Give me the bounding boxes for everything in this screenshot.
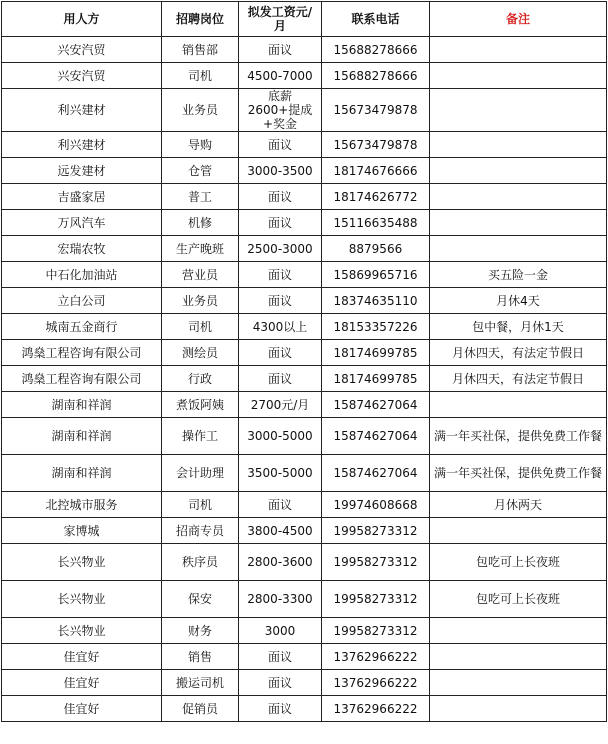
cell-employer: 佳宜好 <box>2 644 162 670</box>
cell-phone: 15874627064 <box>322 418 430 455</box>
table-row <box>2 89 607 132</box>
header-employer: 用人方 <box>2 2 162 37</box>
header-row <box>2 2 607 37</box>
cell-position: 秩序员 <box>162 544 239 581</box>
cell-salary: 4300以上 <box>239 314 322 340</box>
cell-position: 普工 <box>162 184 239 210</box>
cell-salary: 面议 <box>239 262 322 288</box>
cell-phone: 15874627064 <box>322 455 430 492</box>
cell-employer: 湖南和祥润 <box>2 418 162 455</box>
table-row <box>2 418 607 455</box>
cell-employer: 湖南和祥润 <box>2 392 162 418</box>
header-position: 招聘岗位 <box>162 2 239 37</box>
cell-note: 包中餐，月休1天 <box>430 314 607 340</box>
cell-note <box>430 63 607 89</box>
cell-salary: 4500-7000 <box>239 63 322 89</box>
cell-note <box>430 37 607 63</box>
cell-phone: 18174676666 <box>322 158 430 184</box>
cell-salary: 2500-3000 <box>239 236 322 262</box>
cell-position: 招商专员 <box>162 518 239 544</box>
cell-note <box>430 89 607 132</box>
cell-note: 月休四天，有法定节假日 <box>430 340 607 366</box>
cell-note: 月休4天 <box>430 288 607 314</box>
cell-salary: 面议 <box>239 340 322 366</box>
cell-salary: 面议 <box>239 670 322 696</box>
cell-phone: 18174699785 <box>322 366 430 392</box>
cell-employer: 鸿燊工程咨询有限公司 <box>2 340 162 366</box>
table-row <box>2 184 607 210</box>
cell-employer: 吉盛家居 <box>2 184 162 210</box>
cell-phone: 19958273312 <box>322 618 430 644</box>
cell-phone: 15116635488 <box>322 210 430 236</box>
cell-phone: 15869965716 <box>322 262 430 288</box>
table-row <box>2 288 607 314</box>
table-row <box>2 158 607 184</box>
cell-salary: 面议 <box>239 644 322 670</box>
table-row <box>2 340 607 366</box>
cell-position: 财务 <box>162 618 239 644</box>
cell-note <box>430 158 607 184</box>
table-row <box>2 63 607 89</box>
cell-employer: 鸿燊工程咨询有限公司 <box>2 366 162 392</box>
cell-salary: 3000-3500 <box>239 158 322 184</box>
cell-position: 业务员 <box>162 89 239 132</box>
header-note: 备注 <box>430 2 607 37</box>
cell-employer: 家博城 <box>2 518 162 544</box>
cell-employer: 湖南和祥润 <box>2 455 162 492</box>
cell-note <box>430 644 607 670</box>
table-row <box>2 37 607 63</box>
cell-salary: 面议 <box>239 37 322 63</box>
cell-employer: 立白公司 <box>2 288 162 314</box>
cell-position: 销售 <box>162 644 239 670</box>
cell-position: 煮饭阿姨 <box>162 392 239 418</box>
cell-employer: 城南五金商行 <box>2 314 162 340</box>
cell-note: 满一年买社保，提供免费工作餐 <box>430 418 607 455</box>
cell-salary: 面议 <box>239 132 322 158</box>
cell-position: 操作工 <box>162 418 239 455</box>
table-row <box>2 696 607 722</box>
cell-note: 包吃可上长夜班 <box>430 544 607 581</box>
cell-salary: 面议 <box>239 288 322 314</box>
cell-employer: 利兴建材 <box>2 132 162 158</box>
header-phone: 联系电话 <box>322 2 430 37</box>
cell-phone: 18174626772 <box>322 184 430 210</box>
cell-phone: 15673479878 <box>322 89 430 132</box>
table-row <box>2 210 607 236</box>
cell-phone: 19958273312 <box>322 581 430 618</box>
cell-note: 买五险一金 <box>430 262 607 288</box>
job-listing-table <box>1 1 607 722</box>
table-row <box>2 455 607 492</box>
cell-salary: 面议 <box>239 210 322 236</box>
cell-position: 仓管 <box>162 158 239 184</box>
cell-note <box>430 518 607 544</box>
cell-position: 司机 <box>162 492 239 518</box>
cell-phone: 19958273312 <box>322 544 430 581</box>
cell-phone: 18153357226 <box>322 314 430 340</box>
cell-phone: 15688278666 <box>322 63 430 89</box>
table-row <box>2 366 607 392</box>
table-row <box>2 581 607 618</box>
table-row <box>2 618 607 644</box>
header-salary: 拟发工资元/月 <box>239 2 322 37</box>
table-row <box>2 518 607 544</box>
cell-employer: 长兴物业 <box>2 544 162 581</box>
cell-salary: 面议 <box>239 696 322 722</box>
cell-position: 会计助理 <box>162 455 239 492</box>
cell-employer: 中石化加油站 <box>2 262 162 288</box>
cell-position: 测绘员 <box>162 340 239 366</box>
cell-salary: 3000-5000 <box>239 418 322 455</box>
cell-position: 业务员 <box>162 288 239 314</box>
cell-position: 搬运司机 <box>162 670 239 696</box>
cell-employer: 兴安汽贸 <box>2 37 162 63</box>
cell-note <box>430 618 607 644</box>
cell-note: 满一年买社保，提供免费工作餐 <box>430 455 607 492</box>
cell-salary: 2800-3600 <box>239 544 322 581</box>
cell-salary: 面议 <box>239 366 322 392</box>
table-row <box>2 262 607 288</box>
cell-phone: 8879566 <box>322 236 430 262</box>
cell-phone: 15673479878 <box>322 132 430 158</box>
cell-position: 行政 <box>162 366 239 392</box>
cell-salary: 面议 <box>239 184 322 210</box>
cell-employer: 长兴物业 <box>2 618 162 644</box>
cell-employer: 远发建材 <box>2 158 162 184</box>
cell-salary: 面议 <box>239 492 322 518</box>
cell-phone: 13762966222 <box>322 670 430 696</box>
cell-salary: 3800-4500 <box>239 518 322 544</box>
cell-note <box>430 696 607 722</box>
cell-note <box>430 236 607 262</box>
cell-salary: 2800-3300 <box>239 581 322 618</box>
cell-employer: 万风汽车 <box>2 210 162 236</box>
cell-position: 司机 <box>162 63 239 89</box>
cell-phone: 13762966222 <box>322 696 430 722</box>
cell-phone: 15874627064 <box>322 392 430 418</box>
cell-position: 导购 <box>162 132 239 158</box>
cell-employer: 佳宜好 <box>2 696 162 722</box>
cell-phone: 19974608668 <box>322 492 430 518</box>
table-row <box>2 492 607 518</box>
cell-employer: 北控城市服务 <box>2 492 162 518</box>
cell-position: 促销员 <box>162 696 239 722</box>
cell-employer: 宏瑞农牧 <box>2 236 162 262</box>
cell-note: 月休两天 <box>430 492 607 518</box>
table-row <box>2 670 607 696</box>
cell-employer: 利兴建材 <box>2 89 162 132</box>
cell-employer: 兴安汽贸 <box>2 63 162 89</box>
cell-employer: 佳宜好 <box>2 670 162 696</box>
cell-position: 司机 <box>162 314 239 340</box>
cell-phone: 13762966222 <box>322 644 430 670</box>
cell-salary: 2700元/月 <box>239 392 322 418</box>
cell-phone: 15688278666 <box>322 37 430 63</box>
cell-salary: 3500-5000 <box>239 455 322 492</box>
cell-salary: 底薪2600+提成+奖金 <box>239 89 322 132</box>
cell-phone: 19958273312 <box>322 518 430 544</box>
table-row <box>2 132 607 158</box>
cell-note <box>430 670 607 696</box>
cell-employer: 长兴物业 <box>2 581 162 618</box>
cell-position: 机修 <box>162 210 239 236</box>
cell-position: 销售部 <box>162 37 239 63</box>
cell-phone: 18174699785 <box>322 340 430 366</box>
cell-position: 营业员 <box>162 262 239 288</box>
table-row <box>2 392 607 418</box>
cell-note <box>430 210 607 236</box>
table-row <box>2 314 607 340</box>
table-row <box>2 236 607 262</box>
cell-note: 月休四天，有法定节假日 <box>430 366 607 392</box>
cell-position: 保安 <box>162 581 239 618</box>
cell-salary: 3000 <box>239 618 322 644</box>
table-row <box>2 544 607 581</box>
cell-note <box>430 132 607 158</box>
cell-phone: 18374635110 <box>322 288 430 314</box>
cell-position: 生产晚班 <box>162 236 239 262</box>
cell-note: 包吃可上长夜班 <box>430 581 607 618</box>
table-row <box>2 644 607 670</box>
cell-note <box>430 392 607 418</box>
cell-note <box>430 184 607 210</box>
